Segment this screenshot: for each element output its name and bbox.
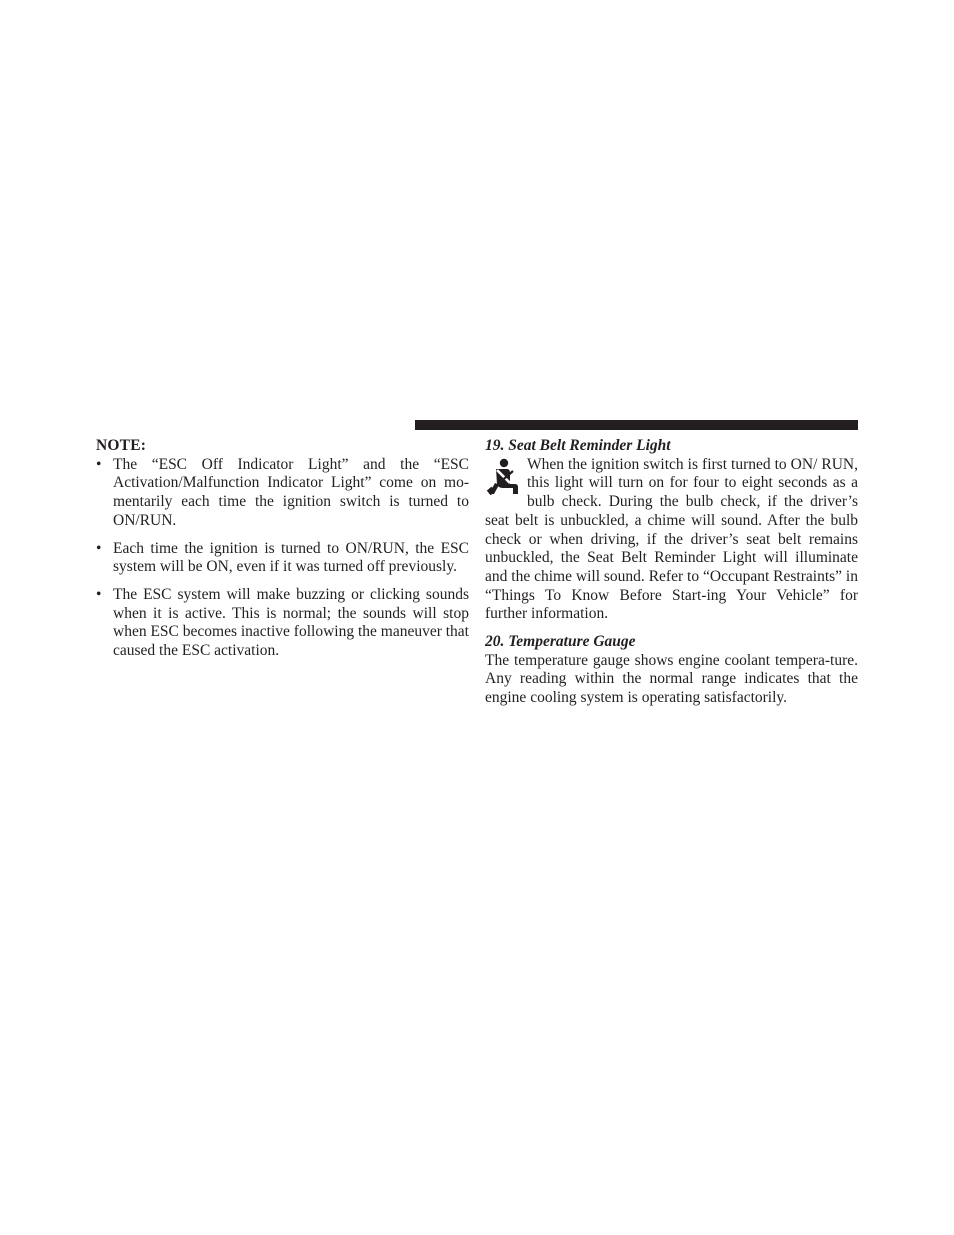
note-list: [96, 456, 469, 661]
section-title-temperature-gauge: 20. Temperature Gauge: [485, 633, 636, 651]
bullet-icon: •: [96, 539, 102, 557]
note-item-text: The ESC system will make buzzing or clicking sounds when it is active. This is normal; the sounds will stop when ESC becomes inactive following the maneuver that caused the ESC activation.: [113, 585, 469, 660]
bullet-icon: •: [96, 455, 102, 473]
section-title-seat-belt: 19. Seat Belt Reminder Light: [485, 437, 671, 454]
section-body-temperature-gauge: The temperature gauge shows engine coolant tempera-ture. Any reading within the normal range indicates that the engine cooling system is operating satisfactorily.: [485, 651, 858, 707]
section-body-seat-belt: When the ignition switch is first turned to ON/ RUN, this light will turn on for four to eight seconds as a bulb check. During the bulb check, if the driver’s seat belt is unbuckled, a chime will sound. After the bulb check or when driving, if the driver’s seat belt remains unbuckled, the Seat Belt Reminder Light will illuminate and the chime will sound. Refer to “Occupant Restraints” in “Things To Know Before Start-ing Your Vehicle” for further information.: [485, 455, 858, 623]
left-column: [96, 437, 469, 670]
right-column: [485, 437, 858, 708]
note-heading: NOTE:: [96, 437, 147, 454]
bullet-icon: •: [96, 585, 102, 603]
header-rule: [415, 420, 858, 430]
note-item-text: Each time the ignition is turned to ON/RUN, the ESC system will be ON, even if it was turned off previously.: [113, 539, 469, 576]
list-item: [96, 586, 469, 661]
seat-belt-icon: [485, 456, 523, 497]
note-item-text: The “ESC Off Indicator Light” and the “ESC Activation/Malfunction Indicator Light” come on mo-mentarily each time the ignition switch is turned to ON/RUN.: [113, 455, 469, 529]
list-item: [96, 456, 469, 531]
list-item: [96, 540, 469, 577]
